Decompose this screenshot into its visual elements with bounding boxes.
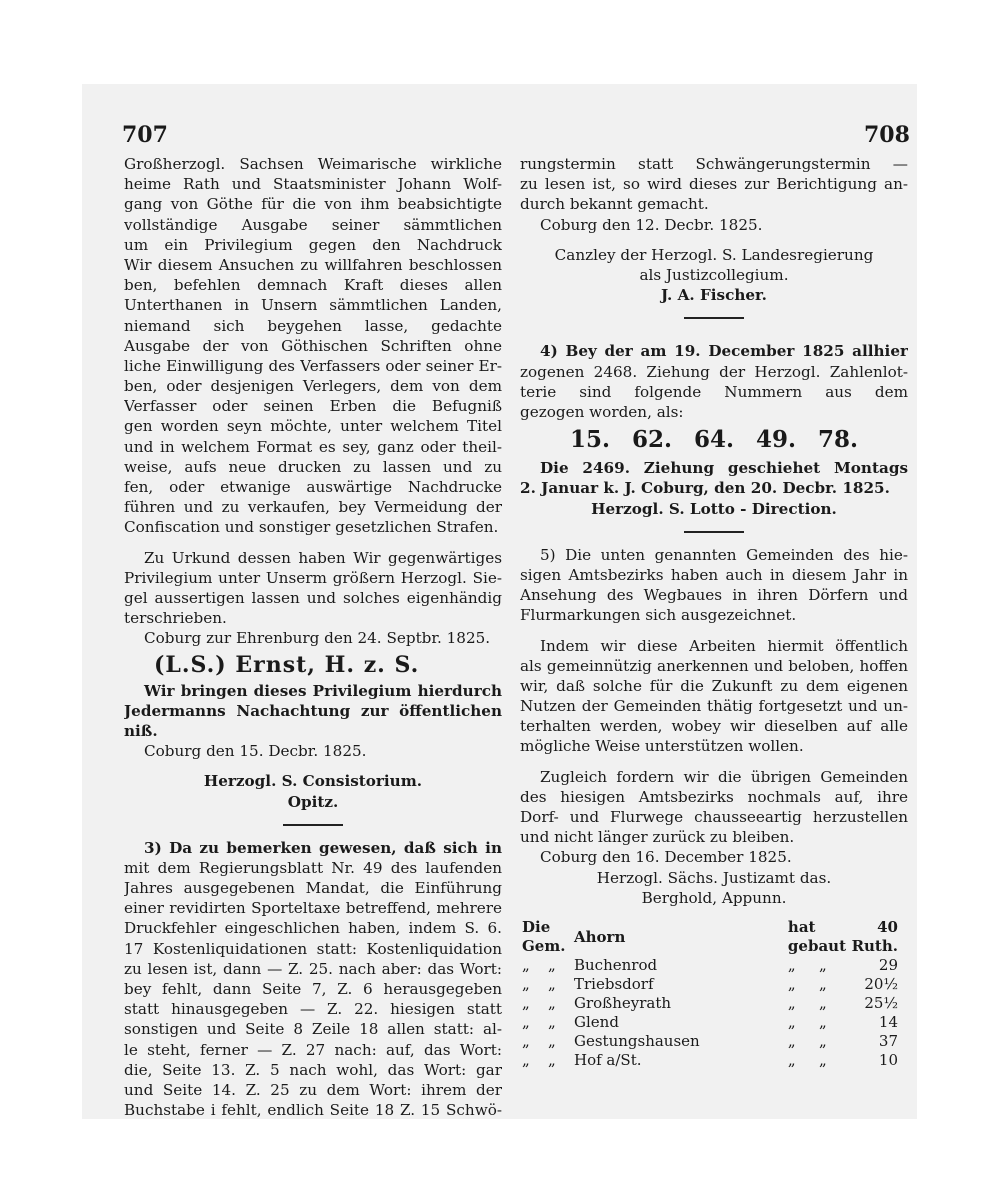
request-paragraph xyxy=(520,767,908,848)
text-line: heime Rath und Staatsminister Johann Wolf- xyxy=(124,175,502,194)
text-line: Unterthanen in Unsern sämmtlichen Landen, xyxy=(124,296,502,315)
text-line: ben, oder desjenigen Verlegers, dem von dem xyxy=(124,377,502,396)
text-line: terschrieben. xyxy=(124,609,227,628)
text-line: gel aussertigen lassen und solches eigenhändig xyxy=(124,588,502,607)
authority-name: Herzogl. S. Lotto - Direction. xyxy=(591,499,837,518)
table-cell: 14 xyxy=(878,1013,898,1032)
text-line: Zugleich fordern wir die übrigen Gemeinden xyxy=(540,767,908,786)
table-cell: Glend xyxy=(574,1013,619,1032)
left-column xyxy=(124,154,502,1119)
text-line: Wir diesem Ansuchen zu willfahren beschlossen xyxy=(124,255,502,274)
table-cell: „ xyxy=(818,1032,827,1051)
table-cell: 37 xyxy=(878,1032,898,1051)
place-date: Coburg den 16. December 1825. xyxy=(540,848,792,867)
text-line: zu lesen ist, dann — Z. 25. nach aber: das Wort: xyxy=(124,959,502,978)
text-line: mögliche Weise unterstützen wollen. xyxy=(520,737,804,756)
text-line: 17 Kostenliquidationen statt: Kostenliquidation xyxy=(124,939,502,958)
table-cell: „ xyxy=(522,975,530,994)
table-cell: 20½ xyxy=(864,975,898,994)
table-row xyxy=(520,956,900,975)
table-header: Die Gem. xyxy=(522,918,566,956)
text-line: Zu Urkund dessen haben Wir gegenwärtiges xyxy=(144,548,502,567)
section-divider xyxy=(684,531,744,533)
privilege-paragraph xyxy=(124,154,502,538)
section-divider xyxy=(684,317,744,319)
table-row xyxy=(520,975,900,994)
table-header: 40 Ruth. xyxy=(851,918,898,956)
communities-table xyxy=(520,918,900,1070)
text-line: und nicht länger zurück zu bleiben. xyxy=(520,828,795,847)
text-line: Confiscation und sonstiger gesetzlichen Strafen. xyxy=(124,518,499,537)
lottery-paragraph xyxy=(520,341,908,422)
table-cell: „ xyxy=(522,1051,530,1070)
table-cell: „ xyxy=(787,1051,796,1070)
text-line: Ausgabe der von Göthischen Schriften ohne xyxy=(124,336,502,355)
authority-name: Herzogl. S. Consistorium. xyxy=(203,772,423,791)
text-line: Flurmarkungen sich ausgezeichnet. xyxy=(520,606,797,625)
table-cell: „ xyxy=(818,975,827,994)
right-column xyxy=(520,154,908,1070)
text-line: Jedermanns Nachachtung zur öffentlichen xyxy=(124,701,502,720)
text-line: bey fehlt, dann Seite 7, Z. 6 herausgegeben xyxy=(124,980,502,999)
text-line: und Seite 14. Z. 25 zu dem Wort: ihrem der xyxy=(124,1080,502,1099)
table-cell: „ xyxy=(522,1013,530,1032)
text-line: Ansehung des Wegbaues in ihren Dörfern und xyxy=(520,586,908,605)
table-cell: „ xyxy=(818,956,827,975)
text-line: le steht, ferner — Z. 27 nach: auf, das Wort: xyxy=(124,1040,502,1059)
place-date: Coburg den 12. Decbr. 1825. xyxy=(540,215,763,234)
table-cell: „ xyxy=(787,994,796,1013)
praise-paragraph xyxy=(520,636,908,757)
table-cell: „ xyxy=(787,956,796,975)
table-cell: „ xyxy=(787,1013,796,1032)
text-line: Großherzogl. Sachsen Weimarische wirkliche xyxy=(124,155,502,173)
table-cell: „ xyxy=(548,956,556,975)
table-header: Ahorn xyxy=(574,927,626,946)
table-cell: Hof a/St. xyxy=(574,1051,642,1070)
text-line: terie sind folgende Nummern aus dem xyxy=(520,382,908,401)
text-line: des hiesigen Amtsbezirks nochmals auf, ihre xyxy=(520,787,908,806)
text-line: mit dem Regierungsblatt Nr. 49 des laufenden xyxy=(124,858,502,877)
urkund-paragraph xyxy=(124,548,502,629)
text-line: die, Seite 13. Z. 5 nach wohl, das Wort: gar xyxy=(124,1060,502,1079)
table-row xyxy=(520,1013,900,1032)
text-line: weise, aufs neue drucken zu lassen und zu xyxy=(124,457,502,476)
table-cell: „ xyxy=(548,975,556,994)
text-line: terhalten werden, wobey wir dieselben auf alle xyxy=(520,717,908,736)
text-line: führen und zu verkaufen, bey Vermeidung der xyxy=(124,498,502,517)
text-line: und in welchem Format es sey, ganz oder theil- xyxy=(124,437,502,456)
page-number-right: 708 xyxy=(864,122,910,148)
text-line: Indem wir diese Arbeiten hiermit öffentlich xyxy=(540,636,908,655)
text-line: Verfasser oder seinen Erben die Befugniß xyxy=(124,397,502,416)
text-line: statt hinausgegeben — Z. 22. hiesigen statt xyxy=(124,1000,502,1019)
text-line: sonstigen und Seite 8 Zeile 18 allen statt: al- xyxy=(124,1020,502,1039)
text-line: Druckfehler eingeschlichen haben, indem S. 6. xyxy=(124,919,502,938)
text-line: einer revidirten Sporteltaxe betreffend, mehrere xyxy=(124,899,502,918)
signature: Opitz. xyxy=(287,792,339,811)
text-line: als gemeinnützig anerkennen und beloben, hoffen xyxy=(520,656,908,675)
text-line: wir, daß solche für die Zukunft zu dem eigenen xyxy=(520,676,908,695)
seal-signature-line: (L.S.) Ernst, H. z. S. xyxy=(154,651,420,678)
errata-paragraph xyxy=(124,838,502,1119)
text-line: Dorf- und Flurwege chausseeartig herzustellen xyxy=(520,808,908,827)
text-line: Jahres ausgegebenen Mandat, die Einführung xyxy=(124,879,502,898)
text-line: gezogen worden, als: xyxy=(520,402,684,421)
roads-paragraph xyxy=(520,545,908,626)
text-line: um ein Privilegium gegen den Nachdruck xyxy=(124,235,502,254)
table-cell: Buchenrod xyxy=(574,956,658,975)
table-cell: „ xyxy=(522,994,530,1013)
text-line: niemand sich beygehen lasse, gedachte xyxy=(124,316,502,335)
table-cell: 29 xyxy=(878,956,898,975)
text-line: Nutzen der Gemeinden thätig fortgesetzt und un- xyxy=(520,697,908,716)
table-cell: „ xyxy=(818,1051,827,1070)
text-line: niß. xyxy=(124,721,158,740)
signature: Berghold, Appunn. xyxy=(641,888,787,907)
authority-name: Herzogl. Sächs. Justizamt das. xyxy=(596,868,832,887)
text-line: Die 2469. Ziehung geschiehet Montags xyxy=(540,459,908,478)
table-cell: „ xyxy=(818,1013,827,1032)
table-cell: „ xyxy=(548,1013,556,1032)
table-cell: Triebsdorf xyxy=(574,975,654,994)
table-cell: 10 xyxy=(878,1051,898,1070)
lottery-numbers: 15. 62. 64. 49. 78. xyxy=(569,426,859,454)
place-date: Coburg den 15. Decbr. 1825. xyxy=(144,742,367,761)
table-header-row xyxy=(520,918,900,956)
text-line: ben, befehlen demnach Kraft dieses allen xyxy=(124,276,502,295)
text-line: vollständige Ausgabe seiner sämmtlichen xyxy=(124,215,502,234)
table-cell: „ xyxy=(787,1032,796,1051)
table-header: hat gebaut xyxy=(787,918,846,956)
text-line: durch bekannt gemacht. xyxy=(520,195,709,214)
table-cell: „ xyxy=(522,956,530,975)
notice-paragraph xyxy=(124,681,502,742)
errata-continuation xyxy=(520,154,908,215)
place-date: Coburg zur Ehrenburg den 24. Septbr. 1825. xyxy=(144,629,491,648)
text-line: zogenen 2468. Ziehung der Herzogl. Zahlenlot- xyxy=(520,362,908,381)
table-cell: 25½ xyxy=(864,994,898,1013)
text-line: sigen Amtsbezirks haben auch in diesem Jahr in xyxy=(520,565,908,584)
signature: J. A. Fischer. xyxy=(661,286,767,305)
text-line: rungstermin statt Schwängerungstermin — xyxy=(520,155,908,173)
text-line: fen, oder etwanige auswärtige Nachdrucke xyxy=(124,478,502,496)
text-line: 2. Januar k. J. Coburg, den 20. Decbr. 1825. xyxy=(520,479,890,498)
newspaper-page xyxy=(82,84,917,1119)
table-row xyxy=(520,1032,900,1051)
table-cell: „ xyxy=(818,994,827,1013)
authority-name: Canzley der Herzogl. S. Landesregierung xyxy=(554,245,874,264)
text-line: 3) Da zu bemerken gewesen, daß sich in xyxy=(144,838,502,857)
table-cell: „ xyxy=(787,975,796,994)
table-cell: „ xyxy=(548,994,556,1013)
text-line: Wir bringen dieses Privilegium hierdurch xyxy=(144,681,502,700)
table-cell: Gestungshausen xyxy=(574,1032,700,1051)
text-line: 4) Bey der am 19. December 1825 allhier xyxy=(540,342,908,361)
text-line: gen worden seyn möchte, unter welchem Titel xyxy=(124,417,502,436)
text-line: 5) Die unten genannten Gemeinden des hie- xyxy=(540,545,908,564)
authority-name: als Justizcollegium. xyxy=(639,265,789,284)
section-divider xyxy=(283,824,343,826)
table-cell: Großheyrath xyxy=(574,994,672,1013)
text-line: zu lesen ist, so wird dieses zur Berichtigung an- xyxy=(520,175,908,194)
table-cell: „ xyxy=(548,1032,556,1051)
text-line: Buchstabe i fehlt, endlich Seite 18 Z. 15 Schwö- xyxy=(124,1101,502,1119)
page-number-left: 707 xyxy=(122,122,168,148)
text-line: gang von Göthe für die von ihm beabsichtigte xyxy=(124,195,502,214)
text-line: liche Einwilligung des Verfassers oder seiner Er- xyxy=(124,356,502,375)
table-row xyxy=(520,1051,900,1070)
table-cell: „ xyxy=(548,1051,556,1070)
text-line: Privilegium unter Unserm größern Herzogl. Sie- xyxy=(124,568,502,587)
table-cell: „ xyxy=(522,1032,530,1051)
table-row xyxy=(520,994,900,1013)
